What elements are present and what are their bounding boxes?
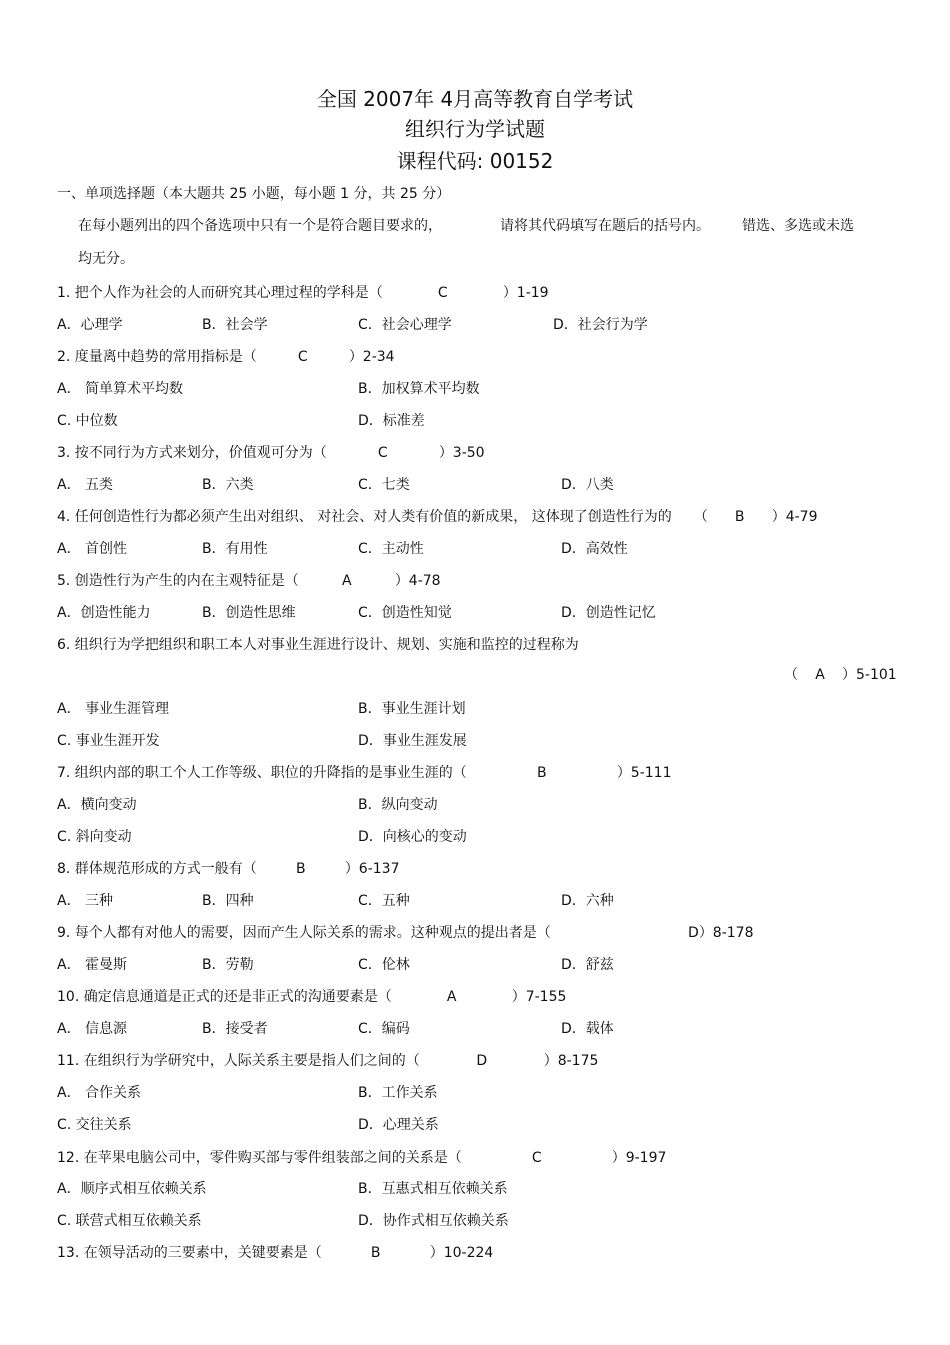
question-10: 10. 确定信息通道是正式的还是非正式的沟通要素是（ A ）7-155 [57,989,567,1005]
question-9: 9. 每个人都有对他人的需要，因而产生人际关系的需求。这种观点的提出者是（ D）8-178 [57,925,754,941]
instructions-line-1: 在每小题列出的四个备选项中只有一个是符合题目要求的， 请将其代码填写在题后的括号内。 错选、多选或未选 [78,218,854,234]
option-b: B．劳勒 [202,957,254,973]
question-3: 3. 按不同行为方式来划分，价值观可分为（ C ）3-50 [57,445,485,461]
option-a: A． 霍曼斯 [57,957,128,973]
question-1: 1. 把个人作为社会的人而研究其心理过程的学科是（ C ）1-19 [57,285,549,301]
option-a: A． 信息源 [57,1021,128,1037]
option-d: D．舒兹 [561,957,614,973]
option-c: C. 斜向变动 [57,829,132,845]
answer: A [446,989,457,1005]
option-c: C. 事业生涯开发 [57,733,160,749]
answer: B [537,765,547,781]
option-c: C. 交往关系 [57,1117,132,1133]
answer: A [815,667,825,683]
option-b: B．社会学 [202,317,268,333]
option-a: A．顺序式相互依赖关系 [57,1181,207,1197]
course-code: 课程代码: 00152 [396,149,554,173]
option-b: B．加权算术平均数 [358,381,480,397]
option-c: C. 中位数 [57,413,118,429]
option-b: B．创造性思维 [202,605,296,621]
question-4: 4. 任何创造性行为都必须产生出对组织、 对社会、对人类有价值的新成果， 这体现了创造性行为的 （ B ）4-79 [57,509,818,525]
answer: A [342,573,352,589]
question-13: 13. 在领导活动的三要素中，关键要素是（ B ）10-224 [57,1245,494,1261]
option-c: C．七类 [358,477,410,493]
option-b: B．四种 [202,893,254,909]
option-b: B．事业生涯计划 [358,701,466,717]
answer: B [296,861,306,877]
question-6: 6. 组织行为学把组织和职工本人对事业生涯进行设计、规划、实施和监控的过程称为 [57,637,579,653]
question-7: 7. 组织内部的职工个人工作等级、职位的升降指的是事业生涯的（ B ）5-111 [57,765,672,781]
option-d: D．事业生涯发展 [358,733,467,749]
option-d: D．协作式相互依赖关系 [358,1213,509,1229]
instructions-line-2: 均无分。 [78,251,134,267]
answer: C [377,445,388,461]
question-2: 2. 度量离中趋势的常用指标是（ C ）2-34 [57,349,395,365]
option-d: D．标准差 [358,413,425,429]
answer: B [370,1245,381,1261]
option-b: B．纵向变动 [358,797,438,813]
option-a: A． 首创性 [57,541,128,557]
option-d: D．创造性记忆 [561,605,656,621]
subject-title: 组织行为学试题 [405,117,545,141]
section-heading: 一、单项选择题（本大题共 25 小题，每小题 1 分，共 25 分） [57,186,451,202]
answer: C [437,285,448,301]
option-a: A． 简单算术平均数 [57,381,184,397]
question-6-answer: （ A ）5-101 [784,667,897,683]
option-a: A． 三种 [57,893,114,909]
answer: C [297,349,308,365]
option-d: D．载体 [561,1021,614,1037]
answer: D [688,925,699,941]
option-d: D．八类 [561,477,614,493]
option-c: C．伦林 [358,957,410,973]
option-c: C．创造性知觉 [358,605,452,621]
option-c: C．编码 [358,1021,410,1037]
option-c: C．社会心理学 [358,317,452,333]
option-a: A． 五类 [57,477,114,493]
option-a: A．创造性能力 [57,605,151,621]
option-d: D．六种 [561,893,614,909]
question-8: 8. 群体规范形成的方式一般有（ B ）6-137 [57,861,400,877]
option-c: C．五种 [358,893,410,909]
option-b: B．工作关系 [358,1085,438,1101]
question-12: 12. 在苹果电脑公司中，零件购买部与零件组装部之间的关系是（ C ）9-197 [57,1150,667,1166]
question-11: 11. 在组织行为学研究中，人际关系主要是指人们之间的（ D ）8-175 [57,1053,599,1069]
option-b: B．六类 [202,477,254,493]
option-a: A．横向变动 [57,797,137,813]
answer: C [531,1150,542,1166]
option-c: C．主动性 [358,541,424,557]
option-b: B．接受者 [202,1021,268,1037]
option-a: A． 合作关系 [57,1085,142,1101]
option-d: D．高效性 [561,541,628,557]
question-5: 5. 创造性行为产生的内在主观特征是（ A ）4-78 [57,573,441,589]
option-d: D．社会行为学 [553,317,648,333]
answer: D [476,1053,488,1069]
option-a: A． 事业生涯管理 [57,701,170,717]
option-b: B．有用性 [202,541,268,557]
option-c: C. 联营式相互依赖关系 [57,1213,202,1229]
option-d: D．心理关系 [358,1117,439,1133]
option-b: B．互惠式相互依赖关系 [358,1181,508,1197]
answer: B [734,509,745,525]
option-a: A．心理学 [57,317,123,333]
exam-title: 全国 2007年 4月高等教育自学考试 [316,87,634,111]
option-d: D．向核心的变动 [358,829,467,845]
